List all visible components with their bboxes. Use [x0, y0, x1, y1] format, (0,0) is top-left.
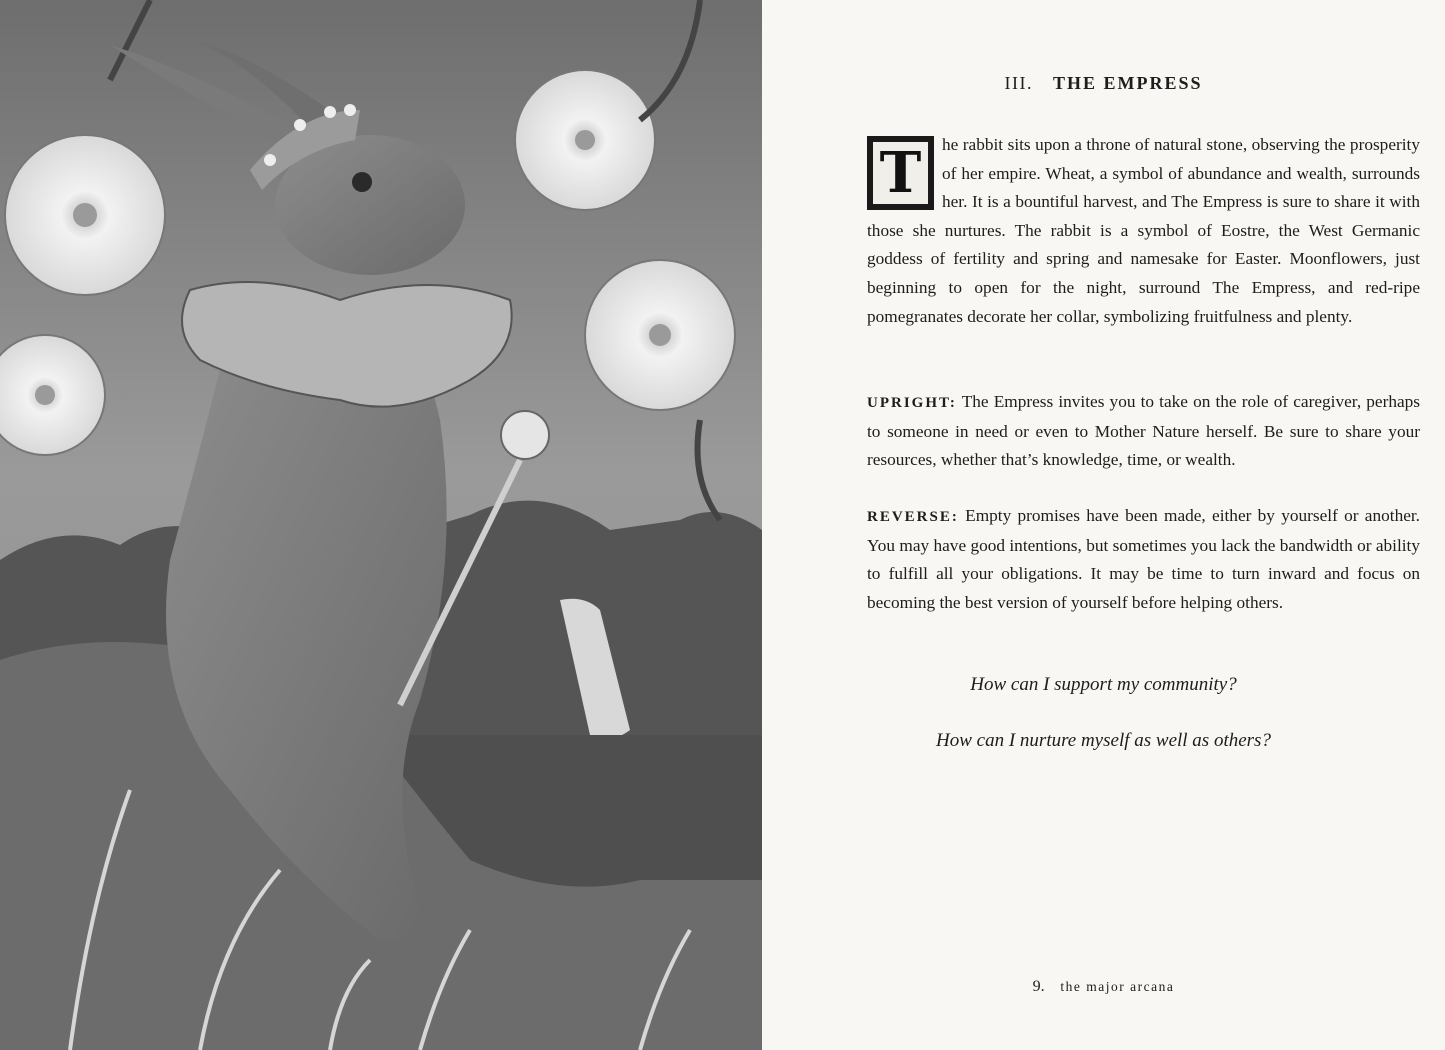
card-title: THE EMPRESS [1052, 73, 1203, 93]
reverse-label: REVERSE: [867, 509, 959, 525]
card-number: III. [1004, 73, 1033, 93]
intro-text: he rabbit sits upon a throne of natural stone, observing the prosperity of her empire. Wheat, a symbol of abundance and wealth, surrounds her. It is a bountiful harvest, and The Empress is sure to share it with those she nurtures. The rabbit is a symbol of Eostre, the West Germanic goddess of fertility and spring and namesake for Easter. Moonflowers, just beginning to open for the night, surround The Empress, and red-ripe pomegranates decorate her collar, symbolizing fruitfulness and plenty. [867, 135, 1420, 326]
drop-cap-ornament [867, 136, 934, 210]
text-page [762, 0, 1445, 1050]
page-number: 9. [1032, 978, 1045, 995]
upright-text: The Empress invites you to take on the role of caregiver, perhaps to someone in need or even to Mother Nature herself. Be sure to share your resources, whether that’s knowledge, time, or wealth. [867, 392, 1421, 470]
upright-paragraph [867, 388, 1420, 475]
reflection-question: How can I support my community? [970, 674, 1237, 695]
section-name: the major arcana [1060, 979, 1175, 994]
drop-cap-letter: T [879, 140, 922, 206]
page-footer [762, 978, 1445, 996]
reverse-text: Empty promises have been made, either by yourself or another. You may have good intentions, but sometimes you lack the bandwidth or ability to fulfill all your obligations. It may be time to turn inward and focus on becoming the best version of yourself before helping others. [867, 506, 1420, 612]
reflection-question: How can I nurture myself as well as others? [936, 730, 1271, 751]
reverse-paragraph [867, 502, 1420, 617]
card-heading [762, 73, 1445, 94]
upright-label: UPRIGHT: [867, 395, 957, 411]
intro-paragraph [867, 131, 1420, 331]
